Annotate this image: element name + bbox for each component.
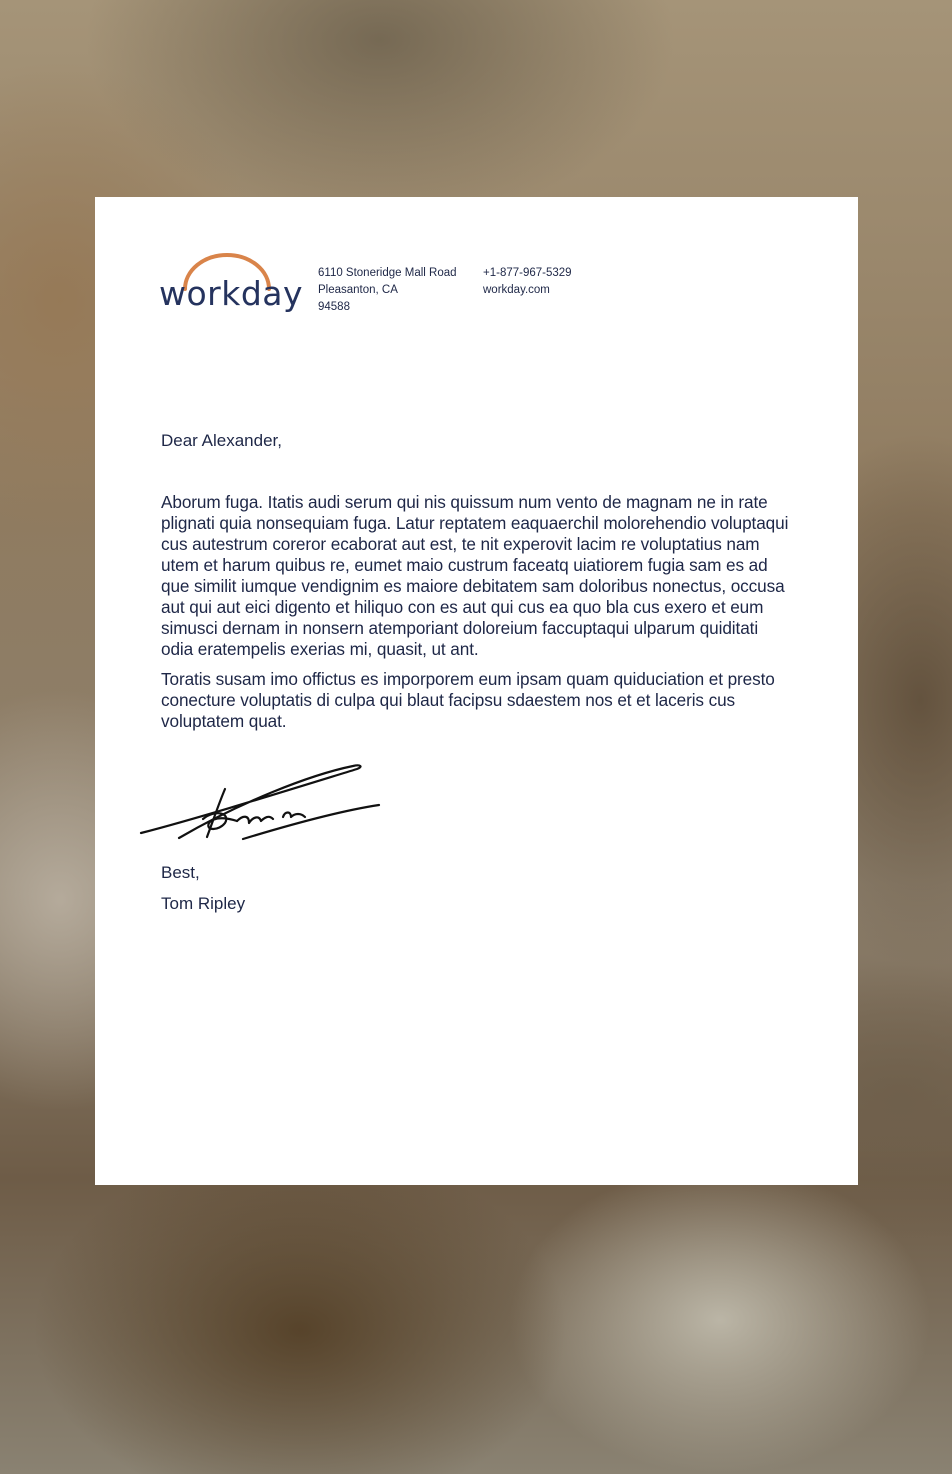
- signer-name: Tom Ripley: [161, 894, 246, 913]
- address-line-1: 6110 Stoneridge Mall Road: [318, 267, 457, 279]
- phone-number: +1-877-967-5329: [483, 267, 572, 279]
- letter-page: [95, 197, 858, 1185]
- letter-body: [161, 492, 793, 741]
- address-line-3: 94588: [318, 301, 350, 313]
- company-contact: [483, 265, 572, 299]
- address-line-2: Pleasanton, CA: [318, 284, 398, 296]
- paragraph-2: Toratis susam imo offictus es imporporem eum ipsam quam quiduciation et presto conecture voluptatis di culpa qui blaut facipsu sdaestem nos et et laceris cus voluptatem quat.: [161, 669, 775, 731]
- company-address: [318, 265, 457, 316]
- paragraph-1: Aborum fuga. Itatis audi serum qui nis quissum num vento de magnam ne in rate plignati quia nonsequiam fuga. Latur reptatem eaquaerchil molorehendio voluptaqui cus autestrum coreror ecaborat aut est, te nit experovit lacim re voluptatius nam utem et harum quibus re, eumet maio custrum faceatq uiatiorem fugia sam es ad que similit iumque vendignim es maiore debitatem sam doloribus nonectus, occusa aut qui aut eici digento et hiliquo con es aut qui cus ea quo bla cus exero et eum simusci dernam in nonsern atemporiant doloreium faccuptaqui ulparum quiditati odia eratempelis exerias mi, quasit, ut ant.: [161, 492, 789, 659]
- workday-logo: [157, 251, 304, 323]
- signature-icon: [139, 763, 389, 848]
- website: workday.com: [483, 284, 550, 296]
- closing-block: [161, 857, 245, 919]
- logo-wordmark: workday: [159, 274, 304, 313]
- salutation: Dear Alexander,: [161, 431, 282, 450]
- closing: Best,: [161, 863, 200, 882]
